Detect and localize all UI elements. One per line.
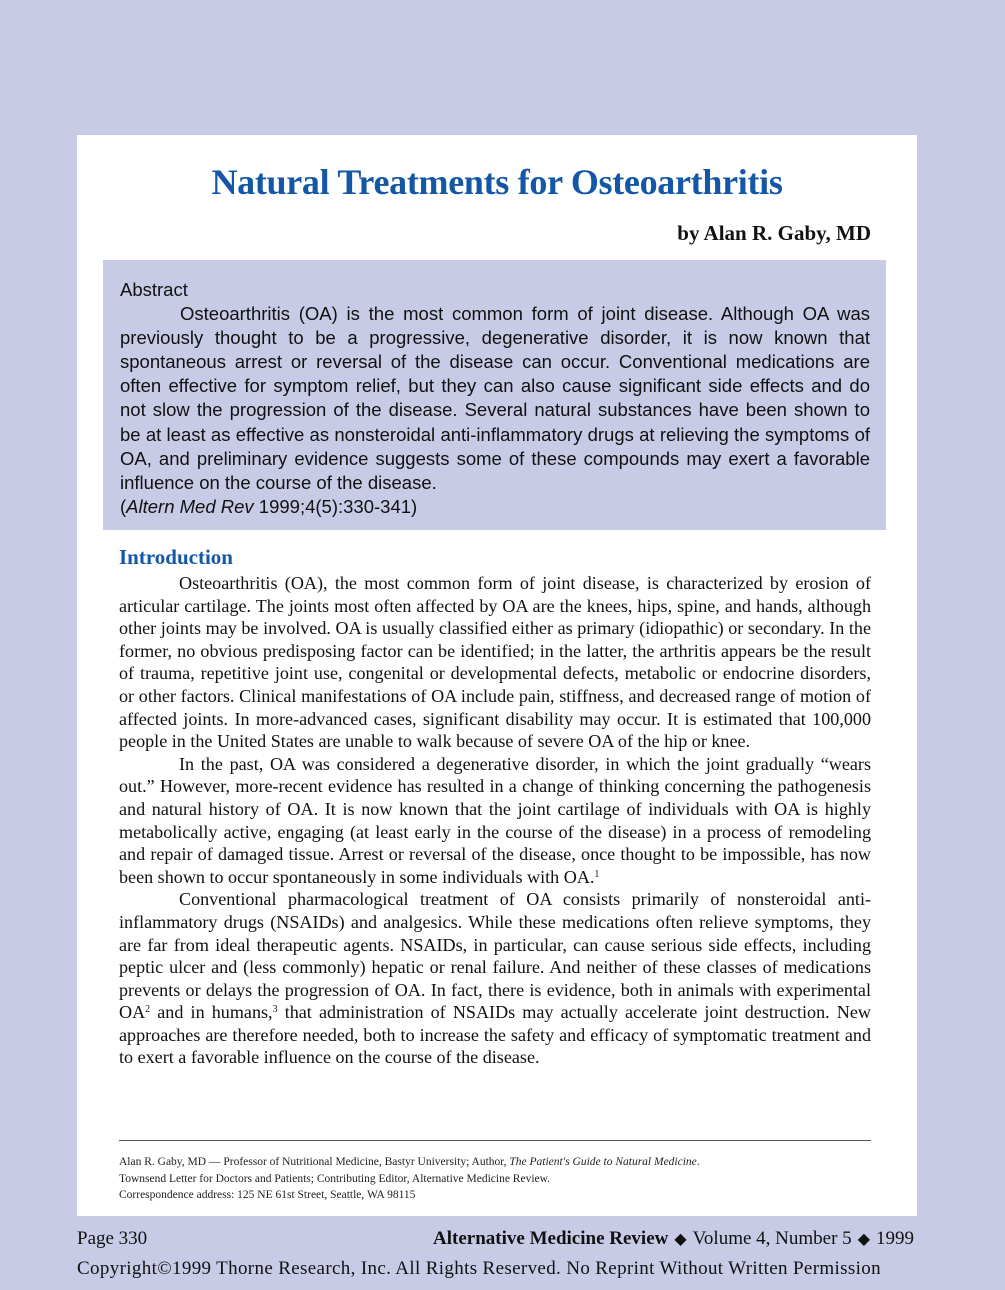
citation-rest: 1999;4(5):330-341) — [253, 495, 418, 517]
journal-volume: Volume 4, Number 5 — [692, 1228, 852, 1249]
footnote-line-3: Correspondence address: 125 NE 61st Street, Seattle, WA 98115 — [119, 1189, 416, 1201]
paragraph-2 — [119, 753, 871, 889]
paragraph-3-text-b: and in humans, — [150, 1002, 273, 1023]
abstract-text: Osteoarthritis (OA) is the most common form of joint disease. Although OA was previously thought to be a progressive, degenerative disorder, it is now known that spontaneous arrest or reversal of the disease can occur. Conventional medications are often effective for symptom relief, but they can also cause significant side effects and do not slow the progression of the disease. Several natural substances have been shown to be at least as effective as nonsteroidal anti-inflammatory drugs at relieving the symptoms of OA, and preliminary evidence suggests some of these compounds may exert a favorable influence on the course of the disease. — [120, 303, 870, 493]
paragraph-2-text: In the past, OA was considered a degenerative disorder, in which the joint gradually “wears out.” However, more-recent evidence has resulted in a change of thinking concerning the pathogenesis and natural history of OA. It is now known that the joint cartilage of individuals with OA is highly metabolically active, engaging (at least early in the course of the disease) in a process of remodeling and repair of damaged tissue. Arrest or reversal of the disease, once thought to be impossible, has now been shown to occur spontaneously in some individuals with OA. — [119, 753, 871, 887]
paragraph-3-text-a: Conventional pharmacological treatment of OA consists primarily of nonsteroidal anti-inflammatory drugs (NSAIDs) and analgesics. While these medications often relieve symptoms, they are far from ideal therapeutic agents. NSAIDs, in particular, can cause serious side effects, including peptic ulcer and (less commonly) hepatic or renal failure. And neither of these classes of medications prevents or delays the progression of OA. In fact, there is evidence, both in animals with experimental OA — [119, 889, 871, 1023]
footnote-period: . — [696, 1156, 700, 1168]
article-title: Natural Treatments for Osteoarthritis — [211, 162, 783, 202]
citation-journal: Altern Med Rev — [126, 495, 254, 517]
introduction-heading: Introduction — [119, 545, 233, 569]
reference-2[interactable]: 2 — [145, 1004, 151, 1016]
footnote-line-2: Townsend Letter for Doctors and Patients; Contributing Editor, Alternative Medicine Review. — [119, 1172, 551, 1185]
paragraph-3 — [119, 888, 871, 1069]
abstract-citation — [120, 495, 870, 519]
footnote-divider — [119, 1140, 871, 1141]
journal-info — [433, 1228, 914, 1250]
reference-1[interactable]: 1 — [594, 868, 600, 880]
copyright-notice: Copyright©1999 Thorne Research, Inc. All Rights Reserved. No Reprint Without Written Permission — [77, 1258, 881, 1279]
citation-open: ( — [120, 495, 127, 517]
paragraph-1: Osteoarthritis (OA), the most common form of joint disease, is characterized by erosion of articular cartilage. The joints most often affected by OA are the knees, hips, spine, and hands, although other joints may be involved. OA is usually classified either as primary (idiopathic) or secondary. In the former, no obvious predisposing factor can be identified; in the latter, the arthritis appears be the result of trauma, repetitive joint use, congenital or developmental defects, metabolic or endocrine disorders, or other factors. Clinical manifestations of OA include pain, stiffness, and decreased range of motion of affected joints. In more-advanced cases, significant disability may occur. It is estimated that 100,000 people in the United States are unable to walk because of severe OA of the hip or knee. — [119, 573, 871, 752]
journal-name: Alternative Medicine Review — [433, 1228, 669, 1249]
diamond-icon: ◆ — [857, 1231, 870, 1248]
abstract-box — [103, 260, 886, 530]
journal-year: 1999 — [876, 1228, 914, 1249]
article-body — [119, 572, 871, 1069]
reference-3[interactable]: 3 — [272, 1004, 278, 1016]
page-number: Page 330 — [77, 1228, 148, 1249]
diamond-icon: ◆ — [674, 1231, 687, 1248]
abstract-heading: Abstract — [120, 279, 188, 300]
footnote-line-1 — [119, 1154, 879, 1171]
author-footnote — [119, 1154, 879, 1204]
footnote-affiliation: Alan R. Gaby, MD — Professor of Nutritional Medicine, Bastyr University; Author, — [119, 1156, 510, 1168]
paragraph-3-text-c: that administration of NSAIDs may actually accelerate joint destruction. New approaches are therefore needed, both to increase the safety and efficacy of symptomatic treatment and to exert a favorable influence on the course of the disease. — [119, 1002, 871, 1068]
footnote-book-title: The Patient's Guide to Natural Medicine — [509, 1156, 697, 1168]
article-page — [77, 135, 917, 1216]
author-byline: by Alan R. Gaby, MD — [677, 221, 871, 245]
